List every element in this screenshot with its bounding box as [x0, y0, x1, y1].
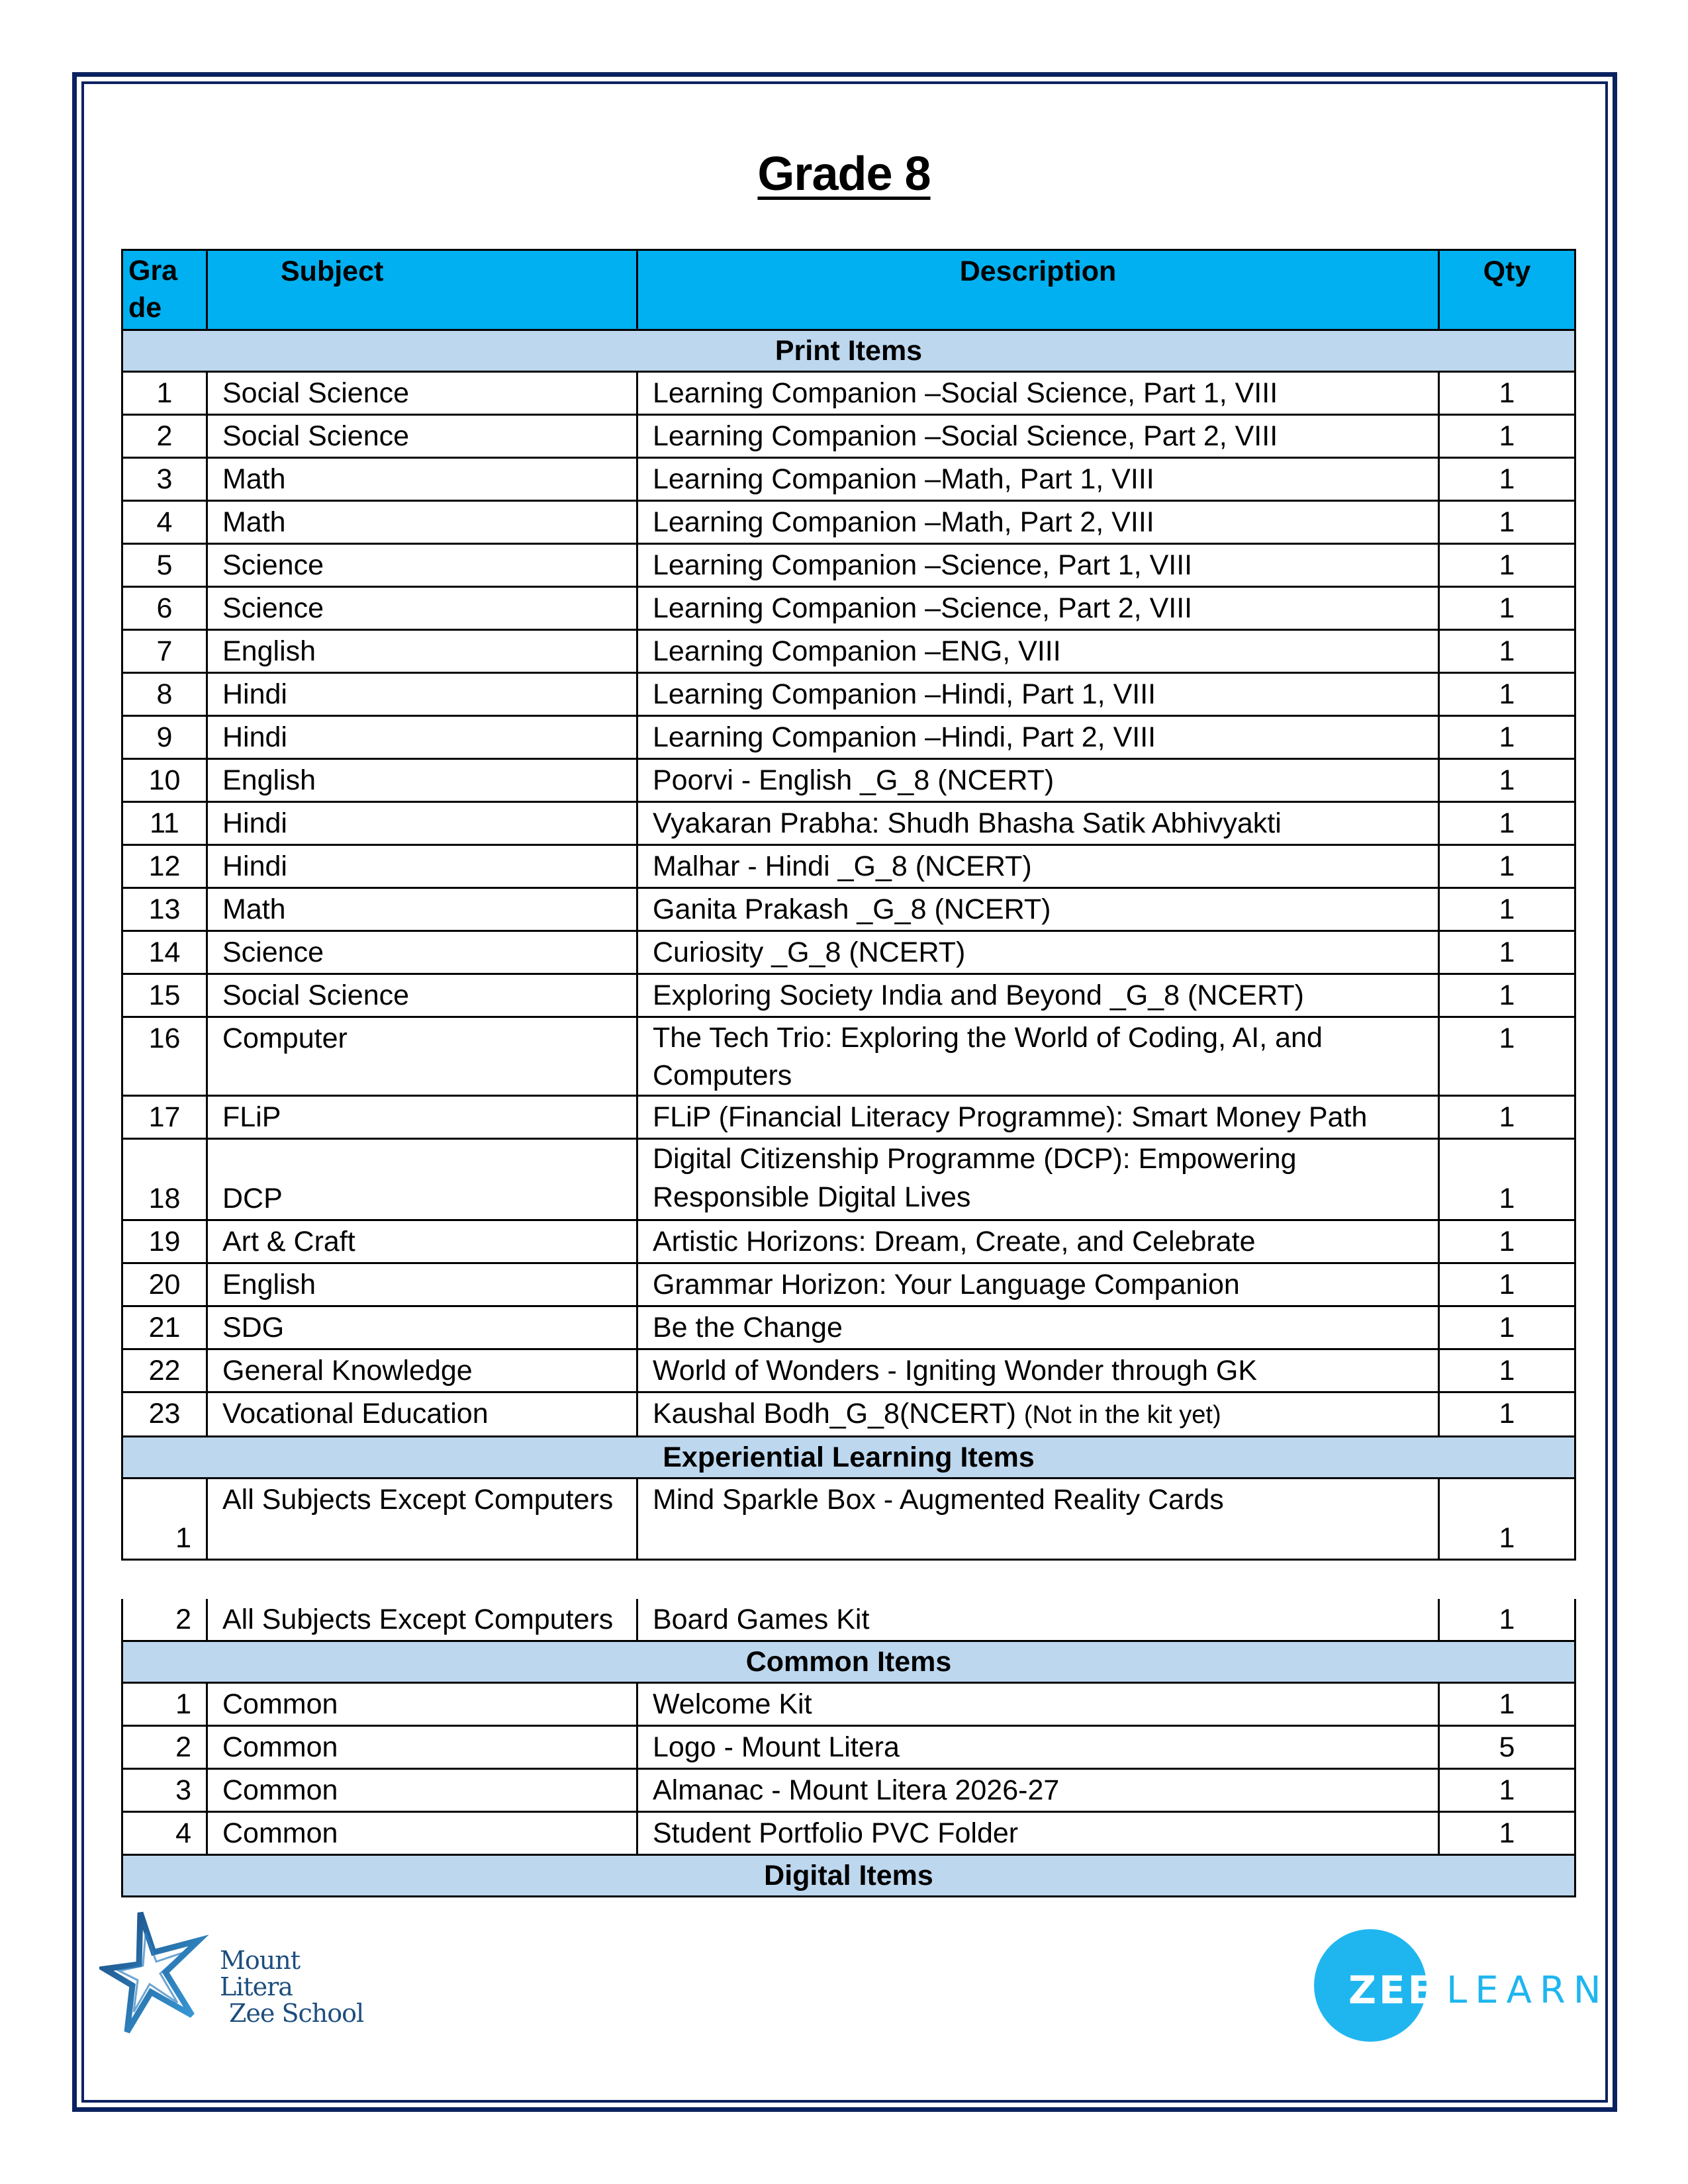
table-row [122, 974, 1575, 1017]
row-qty: 1 [1439, 587, 1575, 630]
table-row [122, 1726, 1575, 1769]
mount-litera-wordmark [220, 1947, 364, 2026]
row-qty: 1 [1439, 1599, 1575, 1641]
row-subject: English [207, 630, 637, 673]
mount-litera-logo [99, 1906, 364, 2038]
description-text: Kaushal Bodh_G_8(NCERT) [653, 1398, 1016, 1430]
row-description [637, 1220, 1439, 1263]
row-qty: 1 [1439, 931, 1575, 974]
table-row [122, 458, 1575, 501]
row-description [637, 845, 1439, 888]
description-text: Learning Companion –Math, Part 1, VIII [653, 463, 1154, 495]
row-number: 6 [122, 587, 207, 630]
row-subject: Math [207, 458, 637, 501]
row-qty: 1 [1439, 1479, 1575, 1560]
row-subject: Social Science [207, 372, 637, 415]
description-text: Learning Companion –ENG, VIII [653, 635, 1061, 667]
row-qty: 1 [1439, 458, 1575, 501]
description-text: Student Portfolio PVC Folder [653, 1817, 1019, 1849]
row-subject: Social Science [207, 415, 637, 458]
description-text: Learning Companion –Science, Part 1, VIII [653, 549, 1193, 581]
table-row [122, 1599, 1575, 1641]
description-text: Welcome Kit [653, 1688, 812, 1720]
row-subject: Common [207, 1726, 637, 1769]
table-row [122, 501, 1575, 544]
row-number: 14 [122, 931, 207, 974]
header-grade: Grade [122, 250, 207, 330]
table-row [122, 802, 1575, 845]
row-subject: Math [207, 501, 637, 544]
header-qty: Qty [1439, 250, 1575, 330]
row-qty: 1 [1439, 802, 1575, 845]
table-row [122, 415, 1575, 458]
row-qty: 1 [1439, 845, 1575, 888]
description-text: Be the Change [653, 1312, 843, 1343]
table-row [122, 1812, 1575, 1855]
table-row [122, 1683, 1575, 1726]
row-description [637, 931, 1439, 974]
description-text: Board Games Kit [653, 1604, 870, 1635]
table-row [122, 759, 1575, 802]
page-title: Grade 8 [757, 148, 931, 201]
row-description [637, 1769, 1439, 1812]
row-qty: 1 [1439, 1220, 1575, 1263]
row-qty: 1 [1439, 716, 1575, 759]
description-text: Learning Companion –Social Science, Part 2, VIII [653, 420, 1278, 452]
row-number: 7 [122, 630, 207, 673]
row-description [637, 1683, 1439, 1726]
table-row [122, 1017, 1575, 1096]
row-subject: Hindi [207, 845, 637, 888]
header-description: Description [637, 250, 1439, 330]
row-subject: Common [207, 1769, 637, 1812]
row-subject: Computer [207, 1017, 637, 1096]
row-description [637, 1017, 1439, 1096]
row-subject: All Subjects Except Computers [207, 1479, 637, 1560]
row-number: 1 [122, 1479, 207, 1560]
row-number: 3 [122, 458, 207, 501]
description-text: The Tech Trio: Exploring the World of Coding, AI, and Computers [653, 1022, 1323, 1091]
row-subject: Science [207, 587, 637, 630]
row-qty: 1 [1439, 372, 1575, 415]
row-qty: 1 [1439, 415, 1575, 458]
section-label: Experiential Learning Items [122, 1437, 1575, 1479]
row-description [637, 1306, 1439, 1349]
row-subject: Math [207, 888, 637, 931]
table-row [122, 1392, 1575, 1437]
description-text: Curiosity _G_8 (NCERT) [653, 936, 966, 968]
table-row [122, 372, 1575, 415]
row-number: 17 [122, 1096, 207, 1139]
table-row [122, 1306, 1575, 1349]
row-description [637, 630, 1439, 673]
row-number: 22 [122, 1349, 207, 1392]
row-subject: SDG [207, 1306, 637, 1349]
row-qty: 1 [1439, 630, 1575, 673]
table-row [122, 630, 1575, 673]
row-description [637, 1726, 1439, 1769]
row-number: 4 [122, 501, 207, 544]
row-number: 11 [122, 802, 207, 845]
zee-wordmark: ZEE [1348, 1968, 1437, 2013]
table-row [122, 1349, 1575, 1392]
row-description [637, 544, 1439, 587]
row-description [637, 372, 1439, 415]
row-qty: 1 [1439, 1683, 1575, 1726]
table-row [122, 1263, 1575, 1306]
row-qty: 1 [1439, 1306, 1575, 1349]
row-number: 16 [122, 1017, 207, 1096]
row-qty: 1 [1439, 673, 1575, 716]
row-qty: 1 [1439, 1139, 1575, 1220]
row-qty: 1 [1439, 1349, 1575, 1392]
table-row [122, 716, 1575, 759]
description-text: Digital Citizenship Programme (DCP): Empowering Responsible Digital Lives [653, 1143, 1297, 1213]
description-text: Learning Companion –Hindi, Part 1, VIII [653, 678, 1156, 710]
table-row [122, 673, 1575, 716]
row-description [637, 1599, 1439, 1641]
row-subject: DCP [207, 1139, 637, 1220]
row-qty: 1 [1439, 1017, 1575, 1096]
table-row [122, 888, 1575, 931]
section-experiential-items [122, 1437, 1575, 1479]
row-number: 4 [122, 1812, 207, 1855]
row-subject: Common [207, 1812, 637, 1855]
row-number: 2 [122, 1599, 207, 1641]
row-number: 13 [122, 888, 207, 931]
row-subject: Science [207, 544, 637, 587]
row-description [637, 415, 1439, 458]
description-text: Learning Companion –Math, Part 2, VIII [653, 506, 1154, 538]
row-subject: Hindi [207, 673, 637, 716]
gap-cell [122, 1560, 1575, 1600]
description-text: Ganita Prakash _G_8 (NCERT) [653, 893, 1051, 925]
description-text: Exploring Society India and Beyond _G_8 (NCERT) [653, 979, 1304, 1011]
row-number: 2 [122, 415, 207, 458]
description-text: Artistic Horizons: Dream, Create, and Celebrate [653, 1226, 1256, 1257]
description-text: Learning Companion –Social Science, Part 1, VIII [653, 377, 1278, 409]
row-subject: General Knowledge [207, 1349, 637, 1392]
row-qty: 1 [1439, 1769, 1575, 1812]
row-description [637, 1392, 1439, 1437]
row-qty: 1 [1439, 1263, 1575, 1306]
row-description [637, 587, 1439, 630]
table-row [122, 845, 1575, 888]
row-description [637, 716, 1439, 759]
learn-wordmark: LEARN [1446, 1969, 1609, 2012]
row-qty: 1 [1439, 1812, 1575, 1855]
row-number: 1 [122, 372, 207, 415]
description-text: Vyakaran Prabha: Shudh Bhasha Satik Abhivyakti [653, 807, 1282, 839]
section-label: Print Items [122, 330, 1575, 372]
description-text: Learning Companion –Hindi, Part 2, VIII [653, 721, 1156, 753]
row-qty: 1 [1439, 888, 1575, 931]
row-description [637, 802, 1439, 845]
row-description [637, 501, 1439, 544]
row-number: 9 [122, 716, 207, 759]
table-header-row [122, 250, 1575, 330]
description-text: Logo - Mount Litera [653, 1731, 900, 1763]
row-number: 10 [122, 759, 207, 802]
row-number: 15 [122, 974, 207, 1017]
table-row [122, 1479, 1575, 1560]
table-row [122, 544, 1575, 587]
row-subject: English [207, 759, 637, 802]
row-description [637, 673, 1439, 716]
row-subject: Vocational Education [207, 1392, 637, 1437]
zee-learn-logo [1314, 1916, 1609, 2042]
row-subject: Common [207, 1683, 637, 1726]
row-qty: 1 [1439, 501, 1575, 544]
row-number: 23 [122, 1392, 207, 1437]
description-text: FLiP (Financial Literacy Programme): Smart Money Path [653, 1101, 1368, 1133]
row-description [637, 1096, 1439, 1139]
logo-line-2: Zee School [229, 1999, 364, 2028]
row-subject: Science [207, 931, 637, 974]
row-qty: 1 [1439, 974, 1575, 1017]
row-number: 1 [122, 1683, 207, 1726]
row-number: 8 [122, 673, 207, 716]
table-gap [122, 1560, 1575, 1600]
row-subject: Hindi [207, 716, 637, 759]
row-subject: All Subjects Except Computers [207, 1599, 637, 1641]
star-icon [99, 1906, 218, 2038]
row-description [637, 1479, 1439, 1560]
description-text: World of Wonders - Igniting Wonder through GK [653, 1355, 1258, 1387]
row-subject: FLiP [207, 1096, 637, 1139]
section-label: Common Items [122, 1641, 1575, 1683]
description-text: Learning Companion –Science, Part 2, VIII [653, 592, 1193, 624]
row-subject: Hindi [207, 802, 637, 845]
description-text: Almanac - Mount Litera 2026-27 [653, 1774, 1060, 1806]
row-number: 18 [122, 1139, 207, 1220]
row-number: 12 [122, 845, 207, 888]
description-note: (Not in the kit yet) [1023, 1401, 1221, 1429]
section-label: Digital Items [122, 1855, 1575, 1897]
table-row [122, 931, 1575, 974]
row-qty: 1 [1439, 1392, 1575, 1437]
row-description [637, 1812, 1439, 1855]
header-subject: Subject [207, 250, 637, 330]
row-number: 5 [122, 544, 207, 587]
section-digital-items [122, 1855, 1575, 1897]
logo-line-1: Mount Litera [220, 1946, 301, 2001]
row-number: 3 [122, 1769, 207, 1812]
description-text: Malhar - Hindi _G_8 (NCERT) [653, 850, 1032, 882]
description-text: Grammar Horizon: Your Language Companion [653, 1269, 1240, 1300]
row-description [637, 1139, 1439, 1220]
row-qty: 5 [1439, 1726, 1575, 1769]
row-qty: 1 [1439, 1096, 1575, 1139]
table-row [122, 1769, 1575, 1812]
row-description [637, 1263, 1439, 1306]
row-number: 2 [122, 1726, 207, 1769]
section-common-items [122, 1641, 1575, 1683]
section-print-items [122, 330, 1575, 372]
row-number: 19 [122, 1220, 207, 1263]
row-description [637, 458, 1439, 501]
row-qty: 1 [1439, 759, 1575, 802]
row-qty: 1 [1439, 544, 1575, 587]
table-row [122, 1139, 1575, 1220]
table-row [122, 1096, 1575, 1139]
row-description [637, 759, 1439, 802]
row-number: 20 [122, 1263, 207, 1306]
description-text: Mind Sparkle Box - Augmented Reality Cards [653, 1484, 1224, 1516]
description-text: Poorvi - English _G_8 (NCERT) [653, 764, 1055, 796]
row-subject: Social Science [207, 974, 637, 1017]
row-subject: English [207, 1263, 637, 1306]
row-number: 21 [122, 1306, 207, 1349]
row-description [637, 974, 1439, 1017]
kit-table [121, 249, 1576, 1897]
row-description [637, 888, 1439, 931]
table-row [122, 587, 1575, 630]
row-subject: Art & Craft [207, 1220, 637, 1263]
row-description [637, 1349, 1439, 1392]
table-row [122, 1220, 1575, 1263]
